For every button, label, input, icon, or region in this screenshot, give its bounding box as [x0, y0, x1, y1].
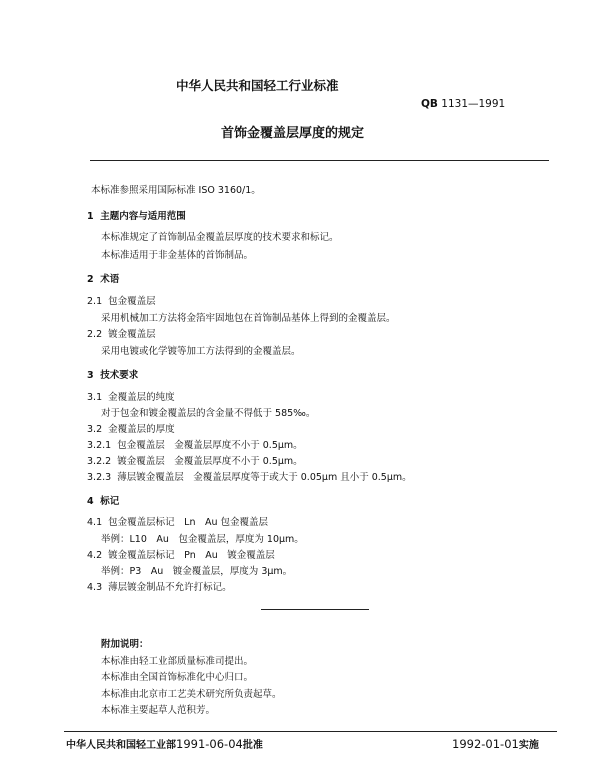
clause-3-1 [87, 389, 175, 403]
clause-3-2 [87, 421, 175, 435]
standard-number [421, 98, 505, 110]
clause-2-1 [87, 293, 156, 307]
section-1-heading [87, 208, 186, 222]
approval-date: 1991-06-04 [176, 737, 243, 751]
clause-4-1 [87, 514, 268, 528]
clause-4-2 [87, 547, 275, 561]
clause-3-2-1 [87, 437, 303, 451]
section-2-number: 2 [87, 274, 94, 285]
clause-4-2-number: 4.2 [87, 550, 103, 561]
clause-4-3 [87, 579, 232, 593]
clause-3-2-2-number: 3.2.2 [87, 456, 112, 467]
standard-code: 1131—1991 [441, 98, 506, 110]
section-1-para-2: 本标准适用于非金基体的首饰制品。 [101, 250, 254, 261]
section-4-heading [87, 493, 119, 507]
implementation-line [452, 736, 539, 751]
clause-4-3-text: 薄层镀金制品不允许打标记。 [108, 582, 232, 593]
approval-suffix: 批准 [242, 740, 263, 751]
notes-heading: 附加说明： [101, 639, 149, 650]
clause-4-1-number: 4.1 [87, 517, 103, 528]
clause-3-1-number: 3.1 [87, 392, 103, 403]
implementation-suffix: 实施 [518, 740, 539, 751]
section-3-heading [87, 367, 138, 381]
section-4-title: 标记 [100, 496, 120, 507]
clause-3-1-title: 金覆盖层的纯度 [108, 392, 175, 403]
clause-2-2-number: 2.2 [87, 329, 103, 340]
approver: 中华人民共和国轻工业部 [66, 740, 176, 751]
implementation-date: 1992-01-01 [452, 737, 519, 751]
section-3-title: 技术要求 [100, 370, 139, 381]
issuer-heading: 中华人民共和国轻工行业标准 [176, 78, 339, 93]
intro-text: 本标准参照采用国际标准 ISO 3160/1。 [91, 185, 261, 196]
clause-3-2-1-text: 包金覆盖层 金覆盖层厚度不小于 0.5μm。 [117, 440, 303, 451]
approval-line [66, 736, 263, 751]
end-divider [261, 609, 369, 610]
clause-2-1-title: 包金覆盖层 [108, 296, 156, 307]
section-1-number: 1 [87, 211, 94, 222]
clause-2-2 [87, 326, 156, 340]
clause-4-2-text: 镀金覆盖层标记 Pn Au 镀金覆盖层 [108, 550, 275, 561]
clause-4-2-example: 举例：P3 Au 镀金覆盖层，厚度为 3μm。 [101, 566, 293, 577]
section-2-title: 术语 [100, 274, 120, 285]
clause-3-2-number: 3.2 [87, 424, 103, 435]
clause-3-1-text: 对于包金和镀金覆盖层的含金量不得低于 585‰。 [101, 408, 316, 419]
clause-3-2-title: 金覆盖层的厚度 [108, 424, 175, 435]
footer-divider [64, 731, 557, 732]
section-3-number: 3 [87, 370, 94, 381]
section-4-number: 4 [87, 496, 94, 507]
note-1: 本标准由轻工业部质量标准司提出。 [101, 656, 254, 667]
clause-2-2-title: 镀金覆盖层 [108, 329, 156, 340]
section-2-heading [87, 271, 119, 285]
clause-3-2-3-number: 3.2.3 [87, 472, 112, 483]
clause-3-2-2 [87, 453, 303, 467]
document-title: 首饰金覆盖层厚度的规定 [221, 126, 365, 141]
clause-3-2-3-text: 薄层镀金覆盖层 金覆盖层厚度等于或大于 0.05μm 且小于 0.5μm。 [117, 472, 412, 483]
note-2: 本标准由全国首饰标准化中心归口。 [101, 672, 254, 683]
clause-4-1-example: 举例：L10 Au 包金覆盖层，厚度为 10μm。 [101, 534, 304, 545]
clause-4-1-text: 包金覆盖层标记 Ln Au 包金覆盖层 [108, 517, 269, 528]
section-1-title: 主题内容与适用范围 [100, 211, 186, 222]
clause-2-2-text: 采用电镀或化学镀等加工方法得到的金覆盖层。 [101, 346, 301, 357]
clause-3-2-2-text: 镀金覆盖层 金覆盖层厚度不小于 0.5μm。 [117, 456, 303, 467]
note-4: 本标准主要起草人范积芳。 [101, 705, 216, 716]
header-divider [90, 160, 549, 161]
clause-2-1-text: 采用机械加工方法将金箔牢固地包在首饰制品基体上得到的金覆盖层。 [101, 313, 396, 324]
standard-prefix: QB [421, 98, 438, 110]
clause-3-2-3 [87, 469, 412, 483]
clause-3-2-1-number: 3.2.1 [87, 440, 112, 451]
clause-4-3-number: 4.3 [87, 582, 103, 593]
note-3: 本标准由北京市工艺美术研究所负责起草。 [101, 689, 282, 700]
section-1-para-1: 本标准规定了首饰制品金覆盖层厚度的技术要求和标记。 [101, 232, 339, 243]
clause-2-1-number: 2.1 [87, 296, 103, 307]
